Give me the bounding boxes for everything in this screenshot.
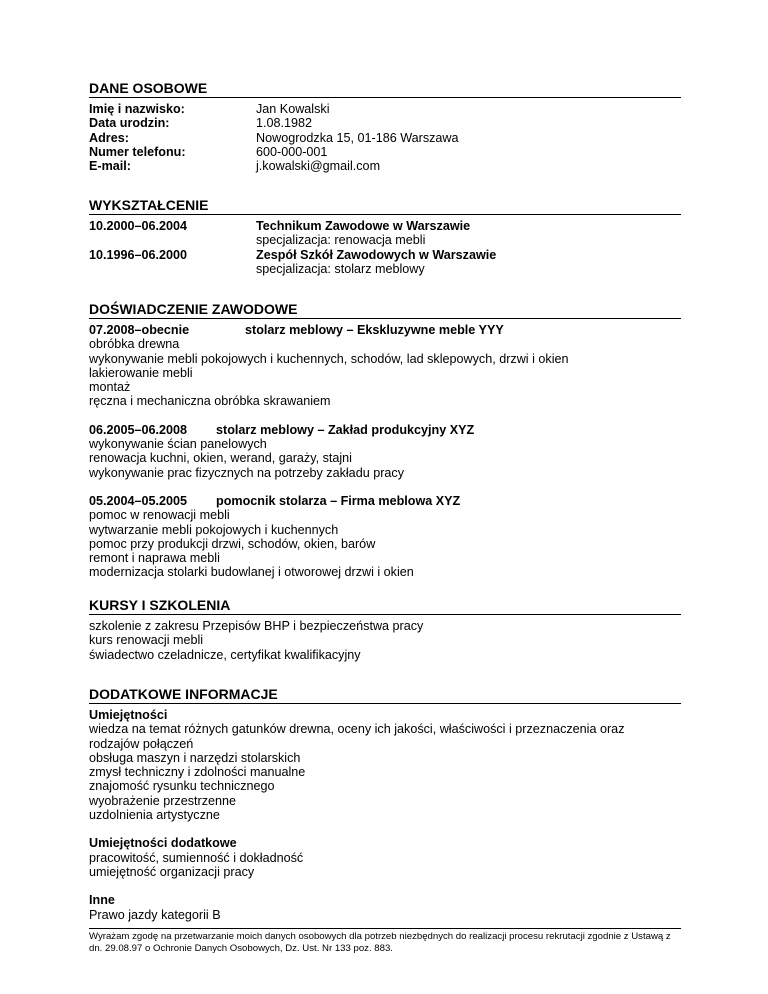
job-duty: lakierowanie mebli (89, 365, 193, 380)
skill-item: obsługa maszyn i narzędzi stolarskich (89, 750, 301, 765)
education-spec: specjalizacja: renowacja mebli (256, 233, 426, 248)
job-duty: wykonywanie mebli pokojowych i kuchennych, schodów, lad sklepowych, drzwi i okien (89, 351, 569, 366)
education-school: Zespół Szkół Zawodowych w Warszawie (256, 247, 497, 262)
course-item: szkolenie z zakresu Przepisów BHP i bezpieczeństwa pracy (89, 619, 424, 633)
other-item: Prawo jazdy kategorii B (89, 907, 221, 922)
course-item: świadectwo czeladnicze, certyfikat kwalifikacyjny (89, 647, 361, 662)
skill-item: wiedza na temat różnych gatunków drewna, oceny ich jakości, właściwości i przeznaczenia oraz rodzajów połączeń (89, 722, 625, 751)
label-phone: Numer telefonu: (89, 144, 186, 159)
value-address: Nowogrodzka 15, 01-186 Warszawa (256, 130, 459, 145)
section-title-additional: DODATKOWE INFORMACJE (89, 686, 681, 704)
job-duty: pomoc w renowacji mebli (89, 508, 230, 523)
job-duty: remont i naprawa mebli (89, 551, 220, 566)
skills-heading: Umiejętności (89, 708, 168, 722)
value-birthdate: 1.08.1982 (256, 116, 313, 131)
job-duty: renowacja kuchni, okien, werand, garaży, stajni (89, 451, 352, 466)
education-date: 10.1996–06.2000 (89, 247, 188, 262)
job-position: pomocnik stolarza – Firma meblowa XYZ (216, 493, 461, 508)
section-courses (89, 597, 681, 662)
label-name: Imię i nazwisko: (89, 102, 185, 116)
education-date: 10.2000–06.2004 (89, 219, 188, 233)
section-experience (89, 301, 681, 580)
job-position: stolarz meblowy – Ekskluzywne meble YYY (245, 323, 504, 337)
personal-row-email (89, 159, 681, 173)
personal-row-birthdate (89, 116, 681, 130)
job-duty: pomoc przy produkcji drzwi, schodów, okien, barów (89, 536, 376, 551)
label-birthdate: Data urodzin: (89, 116, 170, 131)
section-title-experience: DOŚWIADCZENIE ZAWODOWE (89, 301, 681, 319)
value-phone: 600-000-001 (256, 144, 328, 159)
consent-clause: Wyrażam zgodę na przetwarzanie moich danych osobowych dla potrzeb niezbędnych do realizacji procesu rekrutacji zgodnie z Ustawą z dn. 29.08.97 o Ochronie Danych Osobowych, Dz. Ust. Nr 133 poz. 883. (89, 928, 681, 954)
job-duty: obróbka drewna (89, 337, 180, 352)
job-date: 07.2008–obecnie (89, 323, 190, 337)
job-entry (89, 323, 681, 409)
section-title-education: WYKSZTAŁCENIE (89, 197, 681, 215)
education-spec: specjalizacja: stolarz meblowy (256, 261, 425, 276)
extra-skill-item: umiejętność organizacji pracy (89, 864, 255, 879)
job-duty: wytwarzanie mebli pokojowych i kuchennych (89, 522, 339, 537)
job-duty: ręczna i mechaniczna obróbka skrawaniem (89, 394, 331, 409)
job-duty: wykonywanie prac fizycznych na potrzeby zakładu pracy (89, 465, 404, 480)
skill-item: wyobrażenie przestrzenne (89, 793, 237, 808)
section-title-personal: DANE OSOBOWE (89, 80, 681, 98)
job-date: 05.2004–05.2005 (89, 493, 188, 508)
job-entry (89, 423, 681, 480)
label-address: Adres: (89, 130, 129, 145)
job-duty: wykonywanie ścian panelowych (89, 437, 267, 452)
label-email: E-mail: (89, 159, 131, 174)
extra-skills-heading: Umiejętności dodatkowe (89, 836, 237, 851)
section-additional (89, 686, 681, 922)
value-name: Jan Kowalski (256, 102, 330, 116)
job-date: 06.2005–06.2008 (89, 422, 188, 437)
extra-skill-item: pracowitość, sumienność i dokładność (89, 850, 304, 865)
section-personal (89, 80, 681, 173)
other-heading: Inne (89, 893, 115, 908)
section-title-courses: KURSY I SZKOLENIA (89, 597, 681, 615)
personal-row-name (89, 102, 681, 116)
job-duty: montaż (89, 380, 131, 395)
job-entry (89, 494, 681, 580)
course-item: kurs renowacji mebli (89, 633, 204, 648)
job-position: stolarz meblowy – Zakład produkcyjny XYZ (216, 422, 475, 437)
job-header (89, 323, 681, 337)
section-education (89, 197, 681, 276)
skill-item: znajomość rysunku technicznego (89, 779, 275, 794)
job-header (89, 494, 681, 508)
skill-item: uzdolnienia artystyczne (89, 808, 220, 823)
job-header (89, 423, 681, 437)
personal-row-address (89, 131, 681, 145)
job-duty: modernizacja stolarki budowlanej i otworowej drzwi i okien (89, 565, 414, 580)
skill-item: zmysł techniczny i zdolności manualne (89, 765, 306, 780)
value-email: j.kowalski@gmail.com (256, 159, 381, 174)
education-school: Technikum Zawodowe w Warszawie (256, 219, 471, 233)
education-entry (89, 248, 681, 277)
education-entry (89, 219, 681, 248)
personal-row-phone (89, 145, 681, 159)
